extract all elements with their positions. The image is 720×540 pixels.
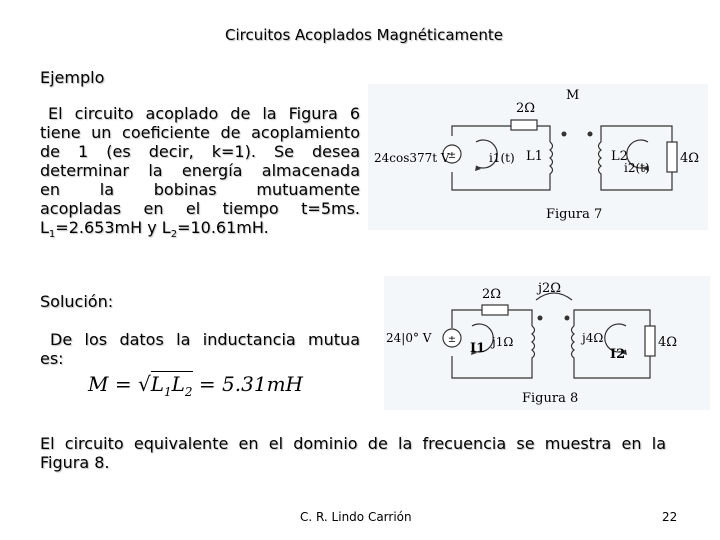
fig8-mutual-label: j2Ω [538, 281, 562, 296]
figure-7-circuit [368, 84, 708, 230]
problem-line: de 1 (es decir, k=1). Se desea [40, 142, 360, 161]
conclusion [40, 434, 666, 472]
fig7-current1-label: i1(t) [489, 151, 515, 165]
mutual-inductance-formula: $M = √L_1L_2 = 5.31mH$ [88, 372, 303, 399]
fig7-inductor2-label: L2 [611, 149, 628, 164]
figure-8 [384, 276, 710, 410]
svg-text:±: ± [447, 334, 457, 345]
example-heading: Ejemplo [40, 68, 105, 87]
fig8-source-label: 24|0° V [386, 331, 432, 345]
figure-8-circuit [384, 276, 710, 410]
fig7-resistor-label: 2Ω [516, 101, 536, 116]
fig7-inductor1-label: L1 [526, 149, 543, 164]
problem-line: El circuito acoplado de la Figura 6 [48, 104, 360, 123]
problem-line: tiene un coeficiente de acoplamiento [40, 123, 360, 142]
slide-title: Circuitos Acoplados Magnéticamente [225, 26, 503, 44]
page-number: 22 [662, 510, 678, 524]
inductance-values: $L_1=2.653mH$ y $L_2=10.61mH$. [40, 218, 269, 241]
author-footer: C. R. Lindo Carrión [300, 510, 412, 524]
solution-heading: Solución: [40, 292, 114, 311]
conclusion-line: Figura 8. [40, 453, 110, 472]
svg-text:±: ± [447, 150, 457, 161]
problem-line: determinar la energía almacenada [40, 161, 360, 180]
fig8-inductor2-label: j4Ω [582, 331, 604, 345]
fig7-caption: Figura 7 [546, 207, 603, 222]
fig8-current1-label: I1 [470, 341, 486, 356]
conclusion-line: El circuito equivalente en el dominio de la frecuencia se muestra en la [40, 434, 666, 453]
solution-statement [40, 330, 360, 368]
fig7-source-label: 24cos377t V [374, 151, 450, 165]
problem-statement [40, 104, 360, 244]
fig7-load-label: 4Ω [680, 151, 700, 166]
problem-line: en la bobinas mutuamente [40, 180, 360, 199]
problem-line: acopladas en el tiempo t=5ms. [40, 199, 360, 218]
fig7-mutual-label: M [566, 88, 580, 103]
fig8-caption: Figura 8 [522, 391, 579, 406]
fig8-inductor1-label: j1Ω [492, 335, 514, 349]
solution-line: es: [40, 349, 64, 368]
fig8-current2-label: I2 [610, 347, 626, 362]
solution-line: De los datos la inductancia mutua [50, 330, 360, 349]
fig8-resistor-label: 2Ω [482, 287, 502, 302]
fig8-load-label: 4Ω [658, 335, 678, 350]
fig7-current2-label: i2(t) [624, 161, 650, 175]
figure-7 [368, 84, 708, 230]
